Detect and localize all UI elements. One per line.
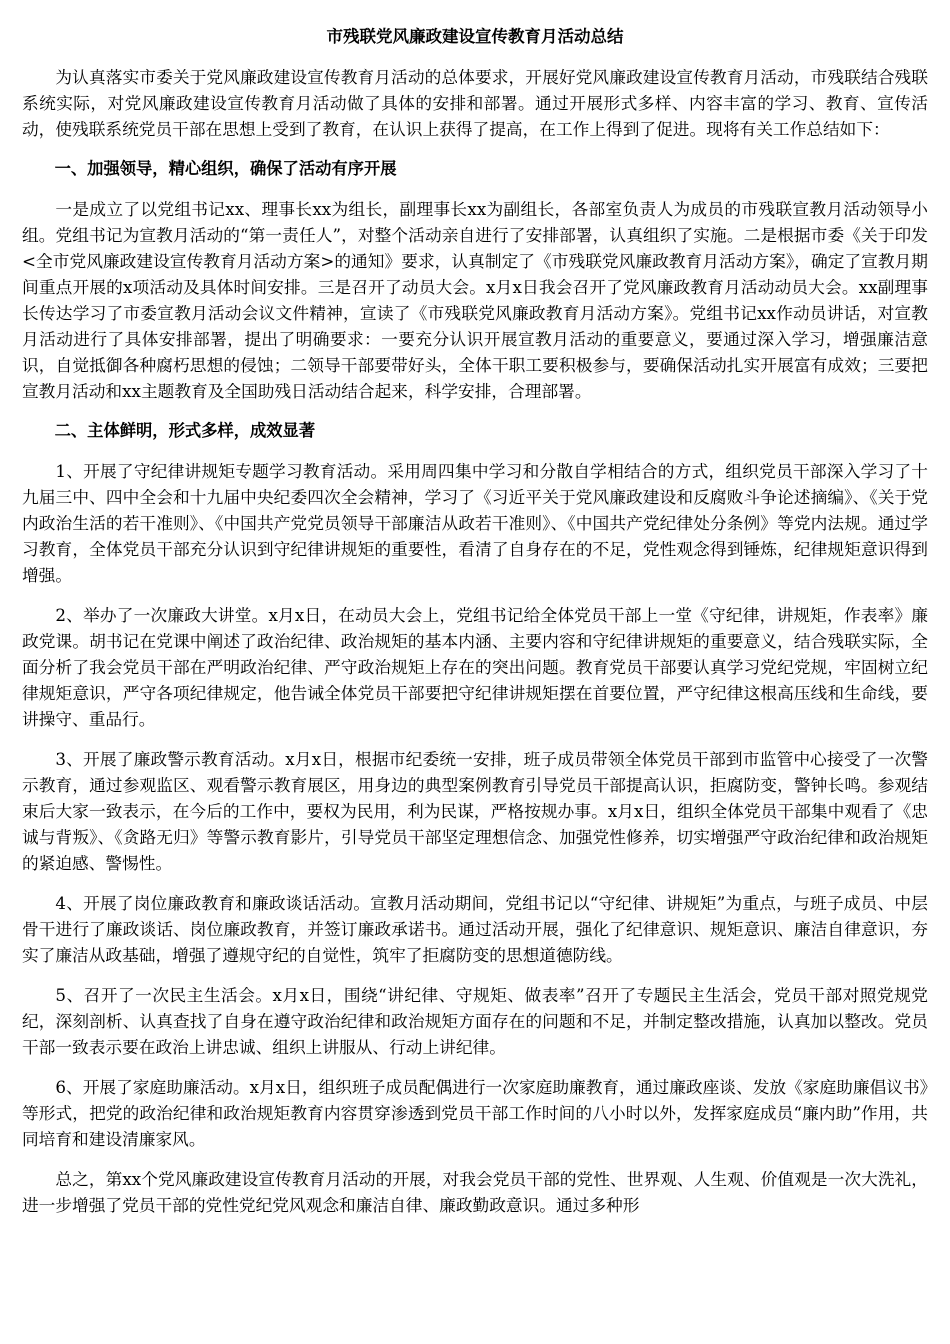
item-1-paragraph: 1、开展了守纪律讲规矩专题学习教育活动。采用周四集中学习和分散自学相结合的方式，组织党员干部深入学习了十九届三中、四中全会和十九届中央纪委四次全会精神，学习了《习近平关于党风廉政建设和反腐败斗争论述摘编》、《关于党内政治生活的若干准则》、《中国共产党党员领导干部廉洁从政若干准则》、《中国共产党纪律处分条例》等党内法规。通过学习教育，全体党员干部充分认识到守纪律讲规矩的重要性，看清了自身存在的不足，党性观念得到锤炼，纪律规矩意识得到增强。 (22, 461, 928, 585)
item-3-paragraph: 3、开展了廉政警示教育活动。x月x日，根据市纪委统一安排，班子成员带领全体党员干部到市监管中心接受了一次警示教育，通过参观监区、观看警示教育展区，用身边的典型案例教育引导党员干部提高认识，拒腐防变，警钟长鸣。参观结束后大家一致表示，在今后的工作中，要权为民用，利为民谋，严格按规办事。x月x日，组织全体党员干部集中观看了《忠诚与背叛》、《贪路无归》等警示教育影片，引导党员干部坚定理想信念、加强党性修养，切实增强严守政治纪律和政治规矩的紧迫感、警惕性。 (22, 749, 928, 873)
item-2-paragraph: 2、举办了一次廉政大讲堂。x月x日，在动员大会上，党组书记给全体党员干部上一堂《守纪律，讲规矩，作表率》廉政党课。胡书记在党课中阐述了政治纪律、政治规矩的基本内涵、主要内容和守纪律讲规矩的重要意义，结合残联实际，全面分析了我会党员干部在严明政治纪律、严守政治规矩上存在的突出问题。教育党员干部要认真学习党纪党规，牢固树立纪律规矩意识，严守各项纪律规定，他告诫全体党员干部要把守纪律讲规矩摆在首要位置，严守纪律这根高压线和生命线，要讲操守、重品行。 (22, 605, 928, 729)
section-1-heading: 一、加强领导，精心组织，确保了活动有序开展 (54, 159, 397, 178)
document-title: 市残联党风廉政建设宣传教育月活动总结 (326, 27, 624, 46)
conclusion-paragraph: 总之，第xx个党风廉政建设宣传教育月活动的开展，对我会党员干部的党性、世界观、人生观、价值观是一次大洗礼，进一步增强了党员干部的党性党纪党风观念和廉洁自律、廉政勤政意识。通过多种形 (22, 1169, 928, 1215)
section-2-heading: 二、主体鲜明，形式多样，成效显著 (54, 421, 316, 440)
item-6-paragraph: 6、开展了家庭助廉活动。x月x日，组织班子成员配偶进行一次家庭助廉教育，通过廉政座谈、发放《家庭助廉倡议书》等形式，把党的政治纪律和政治规矩教育内容贯穿渗透到党员干部工作时间的八小时以外，发挥家庭成员“廉内助”作用，共同培育和建设清廉家风。 (22, 1077, 928, 1149)
item-5-paragraph: 5、召开了一次民主生活会。x月x日，围绕“讲纪律、守规矩、做表率”召开了专题民主生活会，党员干部对照党规党纪，深刻剖析、认真查找了自身在遵守政治纪律和政治规矩方面存在的问题和不足，并制定整改措施，认真加以整改。党员干部一致表示要在政治上讲忠诚、组织上讲服从、行动上讲纪律。 (22, 985, 928, 1057)
intro-paragraph: 为认真落实市委关于党风廉政建设宣传教育月活动的总体要求，开展好党风廉政建设宣传教育月活动，市残联结合残联系统实际，对党风廉政建设宣传教育月活动做了具体的安排和部署。通过开展形式多样、内容丰富的学习、教育、宣传活动，使残联系统党员干部在思想上受到了教育，在认识上获得了提高，在工作上得到了促进。现将有关工作总结如下： (22, 67, 928, 139)
item-4-paragraph: 4、开展了岗位廉政教育和廉政谈话活动。宣教月活动期间，党组书记以“守纪律、讲规矩”为重点，与班子成员、中层骨干进行了廉政谈话、岗位廉政教育，并签订廉政承诺书。通过活动开展，强化了纪律意识、规矩意识、廉洁自律意识，夯实了廉洁从政基础，增强了遵规守纪的自觉性，筑牢了拒腐防变的思想道德防线。 (22, 893, 928, 965)
section-1-paragraph: 一是成立了以党组书记xx、理事长xx为组长，副理事长xx为副组长，各部室负责人为成员的市残联宣教月活动领导小组。党组书记为宣教月活动的“第一责任人”，对整个活动亲自进行了安排部署，认真组织了实施。二是根据市委《关于印发<全市党风廉政建设宣传教育月活动方案>的通知》要求，认真制定了《市残联党风廉政教育月活动方案》，确定了宣教月期间重点开展的x项活动及具体时间安排。三是召开了动员大会。x月x日我会召开了党风廉政教育月活动动员大会。xx副理事长传达学习了市委宣教月活动会议文件精神，宣读了《市残联党风廉政教育月活动方案》。党组书记xx作动员讲话，对宣教月活动进行了具体安排部署，提出了明确要求：一要充分认识开展宣教月活动的重要意义，要通过深入学习，增强廉洁意识，自觉抵御各种腐朽思想的侵蚀；二领导干部要带好头，全体干职工要积极参与，要确保活动扎实开展富有成效；三要把宣教月活动和xx主题教育及全国助残日活动结合起来，科学安排，合理部署。 (22, 199, 928, 401)
document-page (22, 24, 928, 1232)
